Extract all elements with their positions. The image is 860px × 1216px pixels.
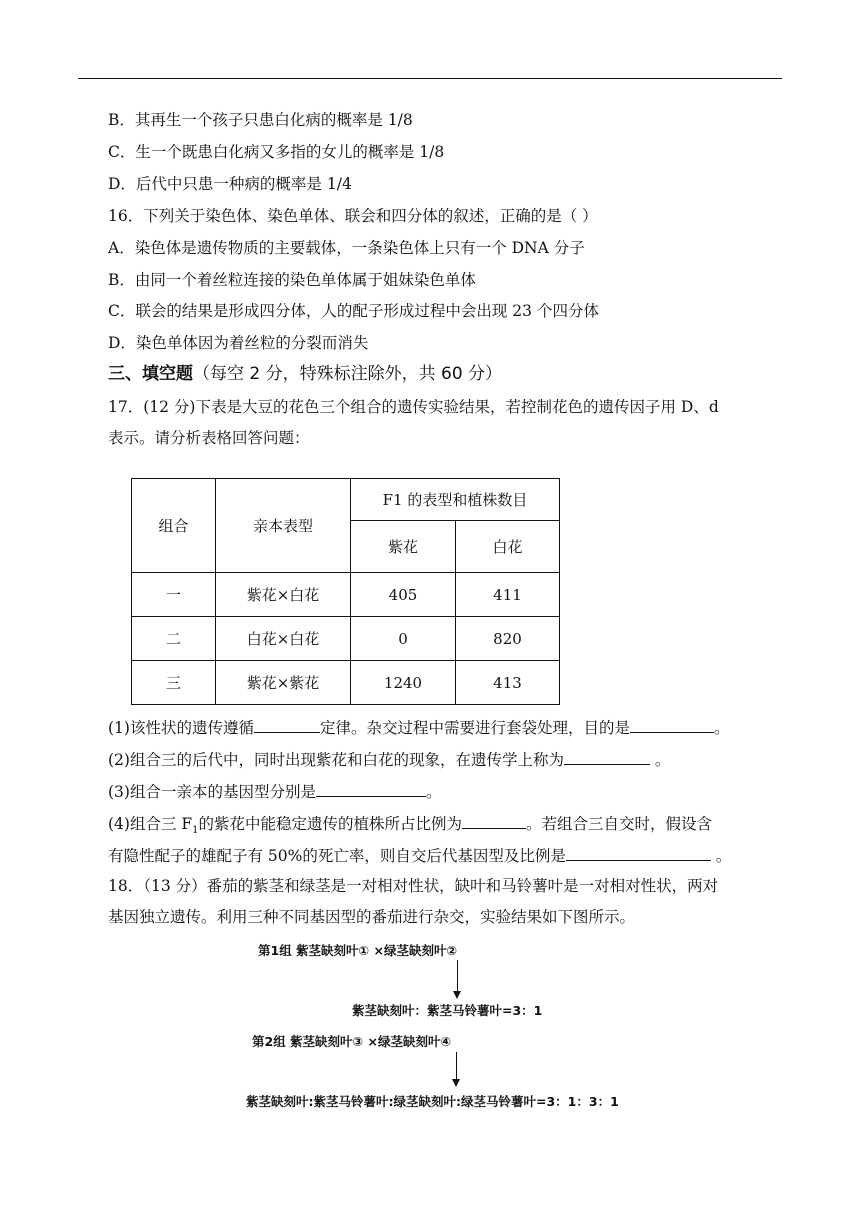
cell-purple: 405 bbox=[351, 573, 456, 617]
cell-parents: 白花×白花 bbox=[216, 617, 351, 661]
part1-text-b: 定律。杂交过程中需要进行套袋处理，目的是 bbox=[319, 719, 630, 737]
part4-text-a: (4)组合三 F bbox=[108, 815, 193, 833]
group1-result: 紫茎缺刻叶：紫茎马铃薯叶=3：1 bbox=[352, 1003, 543, 1018]
section-title: 三、填空题 bbox=[108, 364, 193, 384]
group1-arrow-head-icon bbox=[453, 991, 461, 999]
section-note: （每空 2 分，特殊标注除外，共 60 分） bbox=[193, 364, 503, 384]
table-row bbox=[132, 617, 560, 661]
results-table bbox=[131, 478, 560, 705]
header-group: 组合 bbox=[132, 479, 216, 573]
cell-parents: 紫花×白花 bbox=[216, 573, 351, 617]
answer-blank[interactable] bbox=[316, 780, 426, 797]
cell-purple: 0 bbox=[351, 617, 456, 661]
table-header-row bbox=[132, 479, 560, 521]
section-heading bbox=[108, 364, 502, 384]
option-d-q16: D．染色单体因为着丝粒的分裂而消失 bbox=[108, 334, 369, 352]
question-17-part2 bbox=[108, 748, 670, 770]
group2-arrow-line bbox=[456, 1052, 457, 1080]
part4-line2-text-a: 有隐性配子的雄配子有 50%的死亡率，则自交后代基因型及比例是 bbox=[108, 847, 566, 865]
table-row bbox=[132, 573, 560, 617]
question-17-part3 bbox=[108, 780, 441, 802]
part2-text-b: 。 bbox=[649, 751, 671, 769]
group1-arrow-line bbox=[457, 960, 458, 992]
cell-purple: 1240 bbox=[351, 661, 456, 705]
question-17-stem-line1: 17．(12 分)下表是大豆的花色三个组合的遗传实验结果，若控制花色的遗传因子用 D、d bbox=[108, 398, 719, 416]
option-b-q15: B．其再生一个孩子只患白化病的概率是 1/8 bbox=[108, 111, 413, 129]
cell-group: 二 bbox=[132, 617, 216, 661]
cell-white: 411 bbox=[456, 573, 560, 617]
option-c-q16: C．联会的结果是形成四分体，人的配子形成过程中会出现 23 个四分体 bbox=[108, 302, 599, 320]
group2-cross: 第2组 紫茎缺刻叶③ ×绿茎缺刻叶④ bbox=[252, 1034, 452, 1049]
cell-group: 三 bbox=[132, 661, 216, 705]
part4-line2-text-b: 。 bbox=[710, 847, 732, 865]
option-b-q16: B．由同一个着丝粒连接的染色单体属于姐妹染色单体 bbox=[108, 271, 476, 289]
group2-result: 紫茎缺刻叶:紫茎马铃薯叶:绿茎缺刻叶:绿茎马铃薯叶=3：1：3：1 bbox=[246, 1094, 619, 1109]
answer-blank[interactable] bbox=[462, 812, 526, 829]
part1-text-a: (1)该性状的遗传遵循 bbox=[108, 719, 254, 737]
answer-blank[interactable] bbox=[566, 844, 711, 861]
part4-text-c: 。若组合三自交时，假设含 bbox=[526, 815, 713, 833]
part1-text-c: 。 bbox=[713, 719, 730, 737]
answer-blank[interactable] bbox=[564, 748, 650, 765]
header-purple: 紫花 bbox=[351, 521, 456, 573]
header-parent: 亲本表型 bbox=[216, 479, 351, 573]
question-18-stem-line1: 18．（13 分）番茄的紫茎和绿茎是一对相对性状，缺叶和马铃薯叶是一对相对性状，两对 bbox=[108, 877, 719, 895]
group2-arrow-head-icon bbox=[452, 1079, 460, 1087]
header-rule bbox=[78, 78, 782, 79]
part4-text-b: 的紫花中能稳定遗传的植株所占比例为 bbox=[198, 815, 463, 833]
option-d-q15: D．后代中只患一种病的概率是 1/4 bbox=[108, 175, 352, 193]
cell-parents: 紫花×紫花 bbox=[216, 661, 351, 705]
header-f1: F1 的表型和植株数目 bbox=[351, 479, 560, 521]
answer-blank[interactable] bbox=[630, 716, 714, 733]
cell-group: 一 bbox=[132, 573, 216, 617]
cell-white: 413 bbox=[456, 661, 560, 705]
table-row bbox=[132, 661, 560, 705]
group1-cross: 第1组 紫茎缺刻叶① ×绿茎缺刻叶② bbox=[258, 943, 458, 958]
part4-subscript: 1 bbox=[192, 825, 199, 837]
header-white: 白花 bbox=[456, 521, 560, 573]
question-17-part4-line2 bbox=[108, 844, 731, 866]
part3-text-a: (3)组合一亲本的基因型分别是 bbox=[108, 783, 316, 801]
question-17-stem-line2: 表示。请分析表格回答问题： bbox=[108, 429, 310, 447]
part2-text-a: (2)组合三的后代中，同时出现紫花和白花的现象，在遗传学上称为 bbox=[108, 751, 564, 769]
option-c-q15: C．生一个既患白化病又多指的女儿的概率是 1/8 bbox=[108, 143, 445, 161]
question-17-part4 bbox=[108, 812, 712, 841]
question-18-stem-line2: 基因独立遗传。利用三种不同基因型的番茄进行杂交，实验结果如下图所示。 bbox=[108, 908, 636, 926]
cell-white: 820 bbox=[456, 617, 560, 661]
part3-text-b: 。 bbox=[425, 783, 442, 801]
question-16-stem: 16．下列关于染色体、染色单体、联会和四分体的叙述，正确的是（ ） bbox=[108, 207, 598, 225]
option-a-q16: A．染色体是遗传物质的主要载体，一条染色体上只有一个 DNA 分子 bbox=[108, 239, 585, 257]
question-17-part1 bbox=[108, 716, 730, 738]
answer-blank[interactable] bbox=[254, 716, 320, 733]
